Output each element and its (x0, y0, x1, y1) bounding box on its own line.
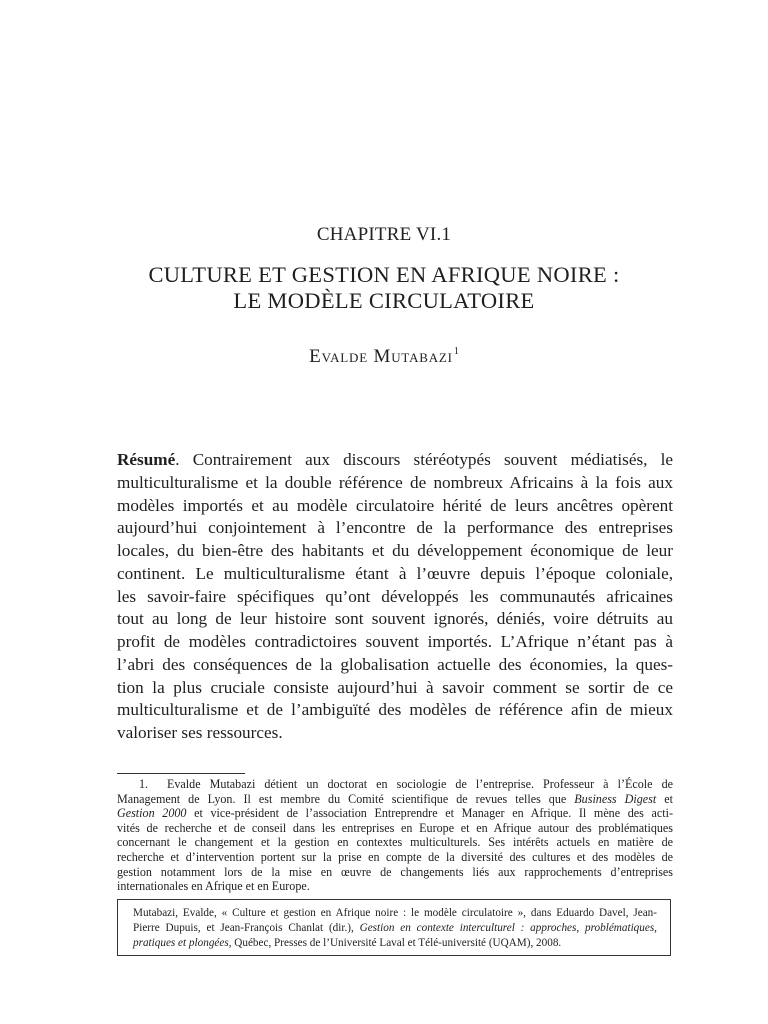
abstract-line: profit de modèles contradictoires souvent importés. L’Afrique n’étant pas à (117, 632, 673, 651)
footnote-number: 1. (139, 777, 149, 791)
footnote-marker[interactable]: 1 (453, 346, 459, 357)
abstract-line: tout au long de leur histoire sont souvent ignorés, déniés, voire détruits au (117, 609, 673, 629)
journal-title: Gestion 2000 (117, 806, 187, 821)
citation-line (133, 921, 657, 936)
citation-line (133, 936, 657, 951)
chapter-label: CHAPITRE VI.1 (316, 224, 452, 245)
abstract-line: locales, du bien-être des habitants et du développement économique de leur (117, 541, 673, 560)
abstract (117, 449, 673, 745)
abstract-line: l’abri des conséquences de la globalisation actuelle des économies, la ques- (117, 654, 673, 674)
chapter-title-line: LE MODÈLE CIRCULATOIRE (233, 288, 535, 313)
abstract-line: multiculturalisme et la double référence de nombreux Africains à la fois aux (117, 472, 673, 492)
footnote (117, 777, 673, 894)
abstract-label: Résumé (117, 450, 176, 469)
citation-text: Pierre Dupuis, et Jean-François Chanlat (dir.), (133, 921, 360, 934)
citation-text: , Québec, Presses de l’Université Laval et Télé-université (UQAM), 2008. (228, 936, 562, 949)
footnote-line: concernant le changement et la gestion en contextes multiculturels. Ses intérêts actuels en matière de (117, 835, 673, 850)
abstract-line: aujourd’hui conjointement à l’encontre de la performance des entreprises (117, 518, 673, 538)
footnote-line: internationales en Afrique et en Europe. (117, 879, 310, 894)
footnote-line: recherche et d’intervention portent sur la prise en compte de la diversité des cultures et des modèles de (117, 849, 673, 864)
abstract-label-suffix: . (175, 450, 180, 469)
abstract-text: Contrairement aux discours stéréotypés souvent médiatisés, le (179, 450, 673, 469)
book-title: pratiques et plongées (133, 936, 229, 949)
chapter-title (0, 262, 768, 314)
abstract-line: valoriser ses ressources. (117, 723, 283, 742)
footnote-line (117, 777, 673, 792)
footnote-line (117, 806, 673, 821)
footnote-text: et vice-président de l’association Entreprendre et Manager en Afrique. Il mène des acti- (186, 806, 673, 821)
abstract-line: continent. Le multiculturalisme étant à l’œuvre depuis l’époque coloniale, (117, 563, 673, 583)
footnote-line: gestion notamment lors de la mise en œuvre de changements liés aux rapprochements d’entreprises (117, 864, 673, 879)
abstract-line (117, 449, 673, 472)
abstract-line: multiculturalisme et de l’ambiguïté des modèles de référence afin de mieux (117, 700, 673, 720)
footnote-divider (117, 773, 245, 774)
author-name (0, 346, 768, 368)
chapter-title-line: CULTURE ET GESTION EN AFRIQUE NOIRE : (148, 262, 620, 287)
journal-title: Business Digest (574, 791, 657, 806)
footnote-line (117, 792, 673, 807)
abstract-line: les savoir-faire spécifiques qu’ont développés les communautés africaines (117, 586, 673, 606)
citation-line: Mutabazi, Evalde, « Culture et gestion en Afrique noire : le modèle circulatoire », dans Eduardo Davel, Jean- (133, 907, 657, 919)
footnote-text: Evalde Mutabazi détient un doctorat en sociologie de l’entreprise. Professeur à l’École de (167, 777, 673, 791)
footnote-line: vités de recherche et de conseil dans les entreprises en Europe et en Afrique autour des problématiques (117, 820, 673, 835)
book-title: Gestion en contexte interculturel : approches, problématiques, (359, 921, 657, 934)
footnote-text: et (656, 791, 673, 806)
citation (133, 906, 657, 950)
abstract-line: tion la plus cruciale consiste aujourd’hui à savoir comment se sortir de ce (117, 677, 673, 697)
author-name-text: Evalde Mutabazi (309, 346, 453, 367)
abstract-line: modèles importés et au modèle circulatoire hérité de leurs ancêtres opèrent (117, 495, 673, 515)
footnote-text: Management de Lyon. Il est membre du Comité scientifique de revues telles que (117, 791, 575, 806)
